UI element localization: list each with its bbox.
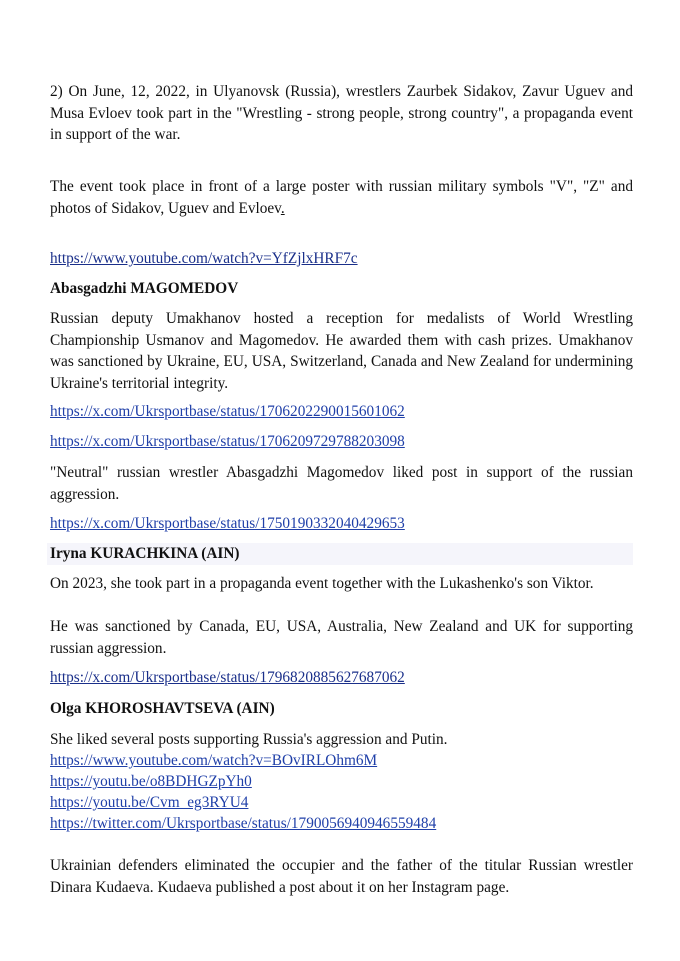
youtube-link-khoroshavtseva-3[interactable]: https://youtu.be/Cvm_eg3RYU4 (50, 794, 249, 811)
khoroshavtseva-paragraph-1: She liked several posts supporting Russia's aggression and Putin. (50, 731, 448, 748)
youtube-link-khoroshavtseva-2[interactable]: https://youtu.be/o8BDHGZpYh0 (50, 773, 252, 790)
x-link-magomedov-2[interactable]: https://x.com/Ukrsportbase/status/1706209729788203098 (50, 433, 405, 450)
event-paragraph: 2) On June, 12, 2022, in Ulyanovsk (Russia), wrestlers Zaurbek Sidakov, Zavur Uguev and Musa Evloev took part in the "Wrestling - strong people, strong country", a propaganda event in support of the war. (50, 83, 633, 143)
x-link-magomedov-1[interactable]: https://x.com/Ukrsportbase/status/1706202290015601062 (50, 403, 405, 420)
heading-magomedov: Abasgadzhi MAGOMEDOV (50, 280, 239, 297)
kurachkina-paragraph-1: On 2023, she took part in a propaganda event together with the Lukashenko's son Viktor. (50, 575, 594, 592)
youtube-link-event[interactable]: https://www.youtube.com/watch?v=YfZjlxHRF7c (50, 250, 358, 267)
event-poster-text: The event took place in front of a large poster with russian military symbols "V", "Z" and photos of Sidakov, Uguev and Evloev (50, 178, 633, 217)
magomedov-paragraph-1: Russian deputy Umakhanov hosted a reception for medalists of World Wrestling Championship Usmanov and Magomedov. He awarded them with cash prizes. Umakhanov was sanctioned by Ukraine, EU, USA, Switzerland, Canada and New Zealand for undermining Ukraine's territorial integrity. (50, 310, 633, 392)
kurachkina-paragraph-2: He was sanctioned by Canada, EU, USA, Australia, New Zealand and UK for supporting russian aggression. (50, 618, 633, 657)
heading-khoroshavtseva: Olga KHOROSHAVTSEVA (AIN) (50, 700, 275, 717)
twitter-link-khoroshavtseva[interactable]: https://twitter.com/Ukrsportbase/status/1790056940946559484 (50, 815, 437, 832)
khoroshavtseva-paragraph-2: Ukrainian defenders eliminated the occupier and the father of the titular Russian wrestler Dinara Kudaeva. Kudaeva published a post about it on her Instagram page. (50, 857, 633, 896)
youtube-link-khoroshavtseva-1[interactable]: https://www.youtube.com/watch?v=BOvIRLOhm6M (50, 752, 378, 769)
event-poster-period: . (280, 199, 285, 217)
x-link-kurachkina[interactable]: https://x.com/Ukrsportbase/status/1796820885627687062 (50, 669, 405, 686)
heading-kurachkina: Iryna KURACHKINA (AIN) (47, 543, 633, 565)
x-link-magomedov-3[interactable]: https://x.com/Ukrsportbase/status/1750190332040429653 (50, 515, 405, 532)
magomedov-paragraph-2: "Neutral" russian wrestler Abasgadzhi Magomedov liked post in support of the russian aggression. (50, 464, 633, 503)
event-poster-paragraph (50, 176, 633, 219)
